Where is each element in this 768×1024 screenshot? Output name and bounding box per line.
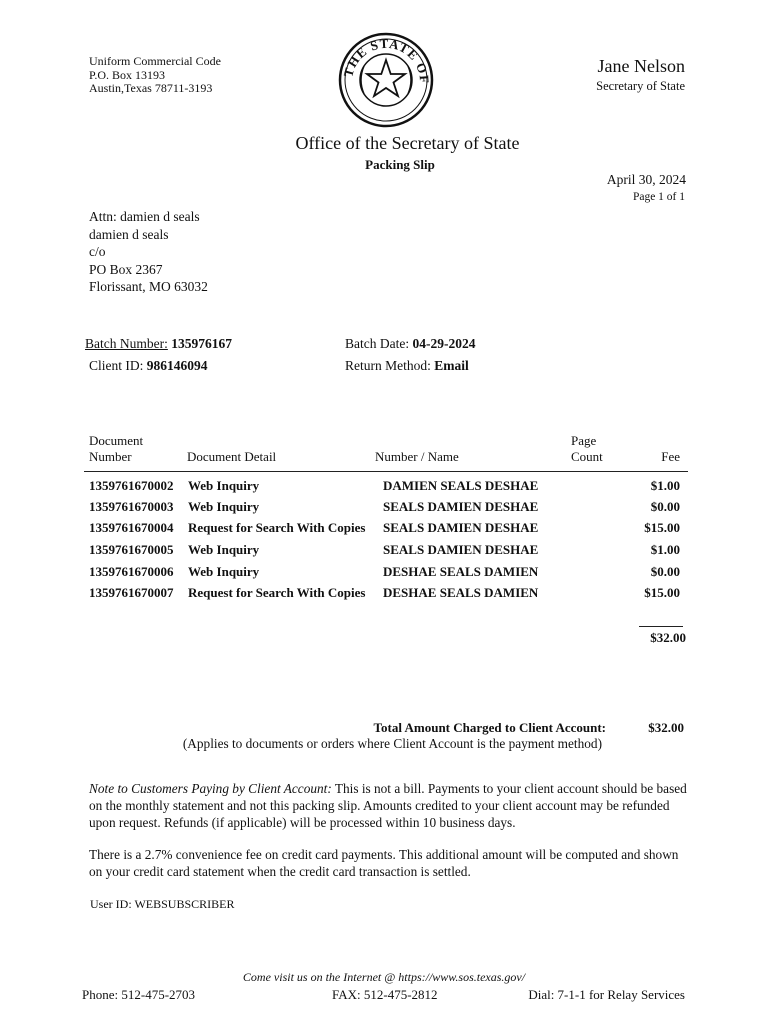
texas-seal-icon xyxy=(338,32,434,128)
total-note: (Applies to documents or orders where Client Account is the payment method) xyxy=(182,736,602,751)
page-subtitle: Packing Slip xyxy=(365,157,435,172)
return-method-value: Email xyxy=(434,358,469,373)
note-lead: Note to Customers Paying by Client Account: xyxy=(89,781,332,796)
return-method-label: Return Method: xyxy=(345,358,431,373)
page-title: Office of the Secretary of State xyxy=(295,133,520,153)
row-fee: $15.00 xyxy=(644,585,680,600)
svg-text:THE STATE OF TEXAS xyxy=(338,32,432,84)
row-detail: Request for Search With Copies xyxy=(188,520,366,535)
row-fee: $0.00 xyxy=(650,499,680,514)
row-name: SEALS DAMIEN DESHAE xyxy=(383,520,539,535)
row-doc-number: 1359761670003 xyxy=(89,499,174,514)
recipient-line: Florissant, MO 63032 xyxy=(89,279,208,294)
header-detail: Document Detail xyxy=(187,449,277,464)
row-detail: Web Inquiry xyxy=(188,564,260,579)
row-detail: Web Inquiry xyxy=(188,478,260,493)
page-count: Page 1 of 1 xyxy=(632,191,685,203)
row-doc-number: 1359761670004 xyxy=(89,520,174,535)
client-id xyxy=(89,358,208,374)
batch-number xyxy=(85,336,232,352)
recipient-address xyxy=(89,208,208,296)
header-fee: Fee xyxy=(661,449,680,464)
batch-date xyxy=(345,336,475,352)
table-header xyxy=(0,432,768,472)
header-doc-number xyxy=(89,433,143,465)
header-page-line1: Page xyxy=(571,433,597,448)
slip-date: April 30, 2024 xyxy=(606,172,686,187)
client-account-note xyxy=(89,780,689,831)
official-name: Jane Nelson xyxy=(597,56,685,76)
row-name: DAMIEN SEALS DESHAE xyxy=(383,478,539,493)
table-row xyxy=(0,585,768,605)
table-row xyxy=(0,478,768,498)
footer-dial: Dial: 7-1-1 for Relay Services xyxy=(528,987,685,1002)
header-doc-number-line1: Document xyxy=(89,433,144,448)
total-value: $32.00 xyxy=(648,720,684,735)
note-text: This is not a bill. Payments to your client account should be based on the monthly statement and not this packing slip. Amounts credited to your client account may be refunded upon request. Refunds (if applicable) will be processed within 10 business days. xyxy=(89,781,687,830)
row-name: DESHAE SEALS DAMIEN xyxy=(383,564,539,579)
recipient-line: damien d seals xyxy=(89,226,169,242)
client-id-value: 986146094 xyxy=(146,358,208,373)
header-divider xyxy=(84,471,688,472)
row-name: SEALS DAMIEN DESHAE xyxy=(383,499,539,514)
header-doc-number-line2: Number xyxy=(89,449,132,464)
row-fee: $0.00 xyxy=(650,564,680,579)
table-row xyxy=(0,564,768,584)
client-id-label: Client ID: xyxy=(89,358,144,373)
recipient-line: c/o xyxy=(89,244,106,259)
row-detail: Web Inquiry xyxy=(188,542,260,557)
batch-number-value: 135976167 xyxy=(171,336,232,351)
table-row xyxy=(0,499,768,519)
header-page-count xyxy=(571,433,603,465)
recipient-line: PO Box 2367 xyxy=(89,261,163,277)
table-row xyxy=(0,520,768,540)
row-fee: $15.00 xyxy=(644,520,680,535)
official-title: Secretary of State xyxy=(596,79,685,93)
row-detail: Request for Search With Copies xyxy=(188,585,366,600)
recipient-line: Attn: damien d seals xyxy=(89,209,200,224)
row-doc-number: 1359761670005 xyxy=(89,542,174,557)
header-page-line2: Count xyxy=(571,449,603,464)
row-doc-number: 1359761670007 xyxy=(89,585,174,600)
address-line: Uniform Commercial Code xyxy=(89,54,221,68)
convenience-fee-note: There is a 2.7% convenience fee on credit card payments. This additional amount will be computed and shown on your credit card statement when the credit card transaction is settled. xyxy=(89,847,679,879)
subtotal-rule xyxy=(639,626,683,627)
row-name: DESHAE SEALS DAMIEN xyxy=(383,585,539,600)
address-line: P.O. Box 13193 xyxy=(89,67,166,82)
footer-phone: Phone: 512-475-2703 xyxy=(82,987,196,1002)
table-row xyxy=(0,542,768,562)
row-name: SEALS DAMIEN DESHAE xyxy=(383,542,539,557)
address-line: Austin,Texas 78711-3193 xyxy=(89,81,213,95)
row-doc-number: 1359761670006 xyxy=(89,564,174,579)
batch-number-label: Batch Number: xyxy=(85,336,168,351)
batch-date-value: 04-29-2024 xyxy=(412,336,476,351)
batch-date-label: Batch Date: xyxy=(345,336,410,351)
footer-visit: Come visit us on the Internet @ https://www.sos.texas.gov/ xyxy=(242,970,526,984)
row-fee: $1.00 xyxy=(650,478,680,493)
footer-fax: FAX: 512-475-2812 xyxy=(332,987,438,1002)
return-method xyxy=(345,358,469,374)
subtotal-value: $32.00 xyxy=(650,630,686,645)
agency-address xyxy=(89,55,221,96)
header-name: Number / Name xyxy=(375,449,459,464)
user-id: User ID: WEBSUBSCRIBER xyxy=(90,897,235,911)
total-label: Total Amount Charged to Client Account: xyxy=(373,720,606,735)
seal-text: THE STATE OF xyxy=(340,35,433,85)
row-detail: Web Inquiry xyxy=(188,499,260,514)
row-fee: $1.00 xyxy=(650,542,680,557)
row-doc-number: 1359761670002 xyxy=(89,478,174,493)
